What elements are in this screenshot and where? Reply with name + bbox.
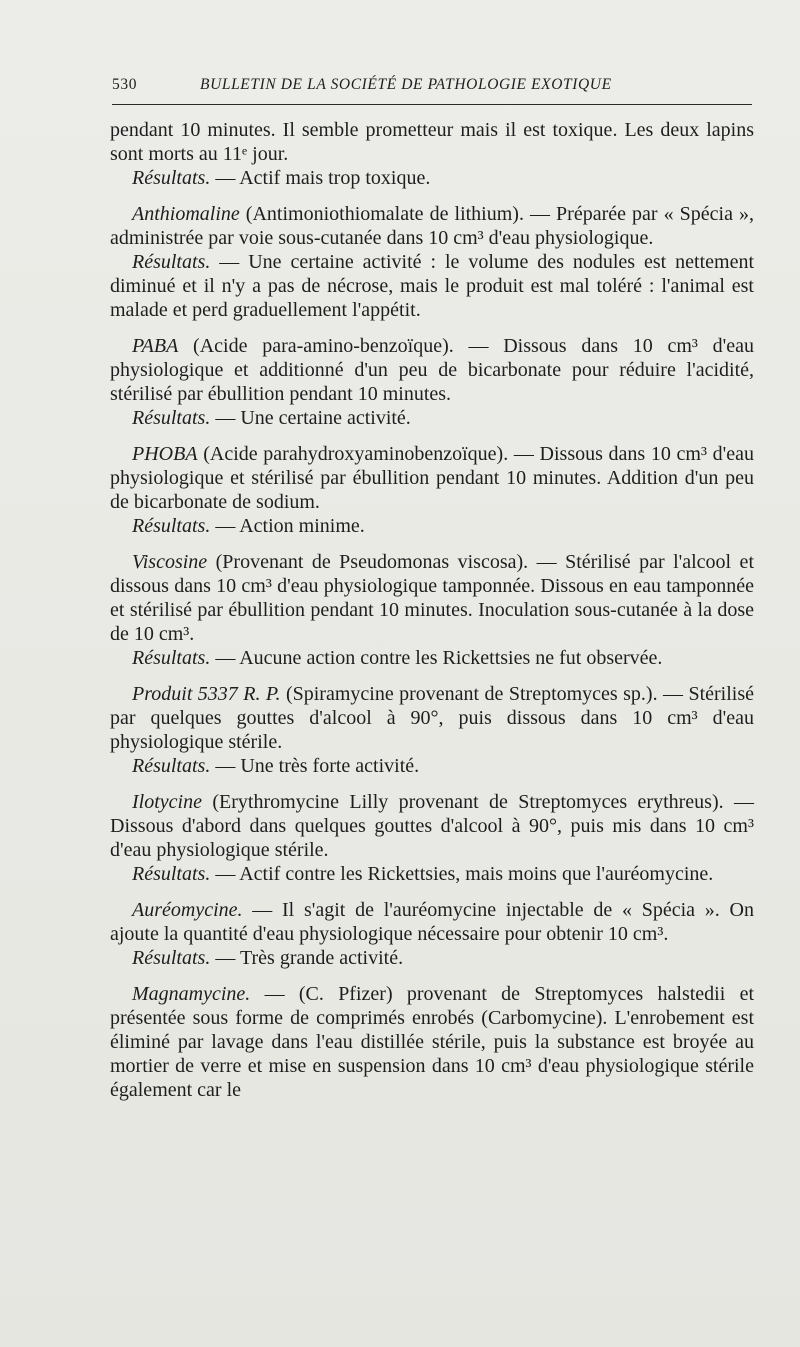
product-description: (Provenant de Pseudomonas viscosa). — Stérilisé par l'alcool et dissous dans 10 cm³ d'eau physiologique tamponnée. Dissous en eau tamponnée et stérilisé par ébullition pendant 10 minutes. Inoculation sous-cutanée à la dose de 10 cm³.: [110, 551, 754, 645]
product-entry: [110, 898, 754, 946]
result-line: [110, 862, 754, 886]
product-name: PHOBA: [132, 443, 198, 465]
product-entry: [110, 982, 754, 1102]
paragraph-continuation: [110, 118, 754, 166]
result-label: Résultats.: [132, 167, 211, 189]
result-label: Résultats.: [132, 647, 211, 669]
product-description: (Erythromycine Lilly provenant de Streptomyces erythreus). — Dissous d'abord dans quelques gouttes d'alcool à 90°, puis mis dans 10 cm³ d'eau physiologique stérile.: [110, 791, 754, 861]
product-name: Ilotycine: [132, 791, 202, 813]
product-entry: [110, 682, 754, 754]
product-name: Anthiomaline: [132, 203, 240, 225]
product-description: (Antimoniothiomalate de lithium). — Préparée par « Spécia », administrée par voie sous-cutanée dans 10 cm³ d'eau physiologique.: [110, 203, 754, 249]
result-label: Résultats.: [132, 407, 211, 429]
product-name: Auréomycine.: [132, 899, 243, 921]
result-line: [110, 250, 754, 322]
result-text: — Actif mais trop toxique.: [210, 167, 431, 189]
product-description: (Acide parahydroxyaminobenzoïque). — Dissous dans 10 cm³ d'eau physiologique et stérilisé par ébullition pendant 10 minutes. Addition d'un peu de bicarbonate de sodium.: [110, 443, 754, 513]
page-number: 530: [112, 76, 138, 93]
paragraph-text: pendant 10 minutes. Il semble prometteur mais il est toxique. Les deux lapins sont morts au 11ᵉ jour.: [110, 119, 754, 165]
result-line: [110, 166, 754, 190]
result-label: Résultats.: [132, 251, 211, 273]
product-name: PABA: [132, 335, 179, 357]
product-description: (Spiramycine provenant de Streptomyces sp.). — Stérilisé par quelques gouttes d'alcool à 90°, puis dissous dans 10 cm³ d'eau physiologique stérile.: [110, 683, 754, 753]
product-name: Produit 5337 R. P.: [132, 683, 281, 705]
header-rule: [112, 104, 752, 105]
result-label: Résultats.: [132, 863, 211, 885]
result-text: — Action minime.: [210, 515, 365, 537]
result-line: [110, 754, 754, 778]
result-line: [110, 514, 754, 538]
result-label: Résultats.: [132, 515, 211, 537]
result-line: [110, 946, 754, 970]
product-name: Magnamycine.: [132, 983, 251, 1005]
result-text: — Une certaine activité.: [210, 407, 411, 429]
product-entry: [110, 334, 754, 406]
product-description: — (C. Pfizer) provenant de Streptomyces halstedii et présentée sous forme de comprimés enrobés (Carbomycine). L'enrobement est éliminé par lavage dans l'eau distillée stérile, puis la substance est broyée au mortier de verre et mise en suspension dans 10 cm³ d'eau physiologique stérile également car le: [110, 983, 754, 1101]
product-entry: [110, 790, 754, 862]
product-entry: [110, 550, 754, 646]
product-description: — Il s'agit de l'auréomycine injectable de « Spécia ». On ajoute la quantité d'eau physiologique nécessaire pour obtenir 10 cm³.: [110, 899, 754, 945]
product-entry: [110, 202, 754, 250]
product-description: (Acide para-amino-benzoïque). — Dissous dans 10 cm³ d'eau physiologique et additionné d'un peu de bicarbonate pour réduire l'acidité, stérilisé par ébullition pendant 10 minutes.: [110, 335, 754, 405]
journal-title: BULLETIN DE LA SOCIÉTÉ DE PATHOLOGIE EXOTIQUE: [200, 76, 612, 93]
result-text: — Aucune action contre les Rickettsies ne fut observée.: [210, 647, 663, 669]
result-text: — Très grande activité.: [210, 947, 404, 969]
result-text: — Actif contre les Rickettsies, mais moins que l'auréomycine.: [210, 863, 714, 885]
result-label: Résultats.: [132, 947, 211, 969]
result-text: — Une très forte activité.: [210, 755, 420, 777]
article-body: [110, 118, 754, 1102]
result-line: [110, 406, 754, 430]
result-label: Résultats.: [132, 755, 211, 777]
result-line: [110, 646, 754, 670]
result-text: — Une certaine activité : le volume des nodules est nettement diminué et il n'y a pas de nécrose, mais le produit est mal toléré : l'animal est malade et perd graduellement l'appétit.: [110, 251, 754, 321]
product-name: Viscosine: [132, 551, 208, 573]
product-entry: [110, 442, 754, 514]
